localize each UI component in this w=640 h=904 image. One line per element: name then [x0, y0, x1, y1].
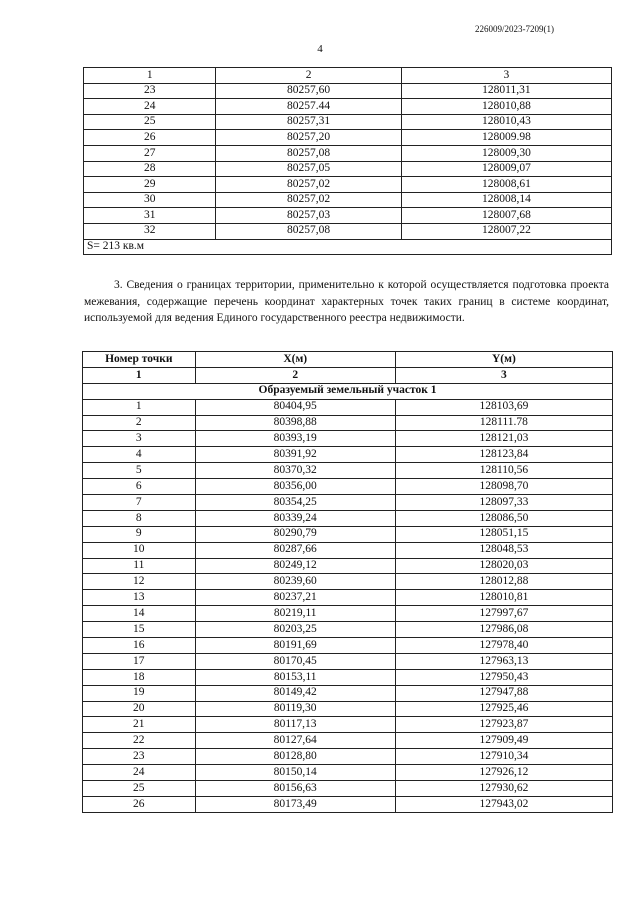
- y-coordinate-cell: 128110,56: [395, 463, 612, 479]
- column-index: 2: [216, 68, 401, 84]
- point-number-cell: 11: [83, 558, 196, 574]
- table-row: [83, 638, 613, 654]
- x-coordinate-cell: 80170,45: [195, 653, 395, 669]
- column-index: 1: [83, 367, 196, 383]
- table-row: [84, 192, 612, 208]
- x-coordinate-cell: 80257.44: [216, 99, 401, 115]
- section-title: Образуемый земельный участок 1: [83, 383, 613, 399]
- y-coordinate-cell: 128009,07: [401, 161, 611, 177]
- y-coordinate-cell: 128009,30: [401, 145, 611, 161]
- y-coordinate-cell: 127930,62: [395, 781, 612, 797]
- y-coordinate-cell: 128121,03: [395, 431, 612, 447]
- table-row: [84, 114, 612, 130]
- point-number-cell: 12: [83, 574, 196, 590]
- x-coordinate-cell: 80257,02: [216, 192, 401, 208]
- point-number-cell: 29: [84, 177, 216, 193]
- point-number-cell: 32: [84, 223, 216, 239]
- table-row: [84, 130, 612, 146]
- column-index: 1: [84, 68, 216, 84]
- y-coordinate-cell: 127926,12: [395, 765, 612, 781]
- table-header-row: [83, 352, 613, 368]
- table-row: [83, 463, 613, 479]
- table-row: [83, 781, 613, 797]
- x-coordinate-cell: 80257,08: [216, 223, 401, 239]
- x-coordinate-cell: 80354,25: [195, 495, 395, 511]
- x-coordinate-cell: 80257,20: [216, 130, 401, 146]
- x-coordinate-cell: 80237,21: [195, 590, 395, 606]
- point-number-cell: 4: [83, 447, 196, 463]
- y-coordinate-cell: 127997,67: [395, 606, 612, 622]
- y-coordinate-cell: 128008,14: [401, 192, 611, 208]
- y-coordinate-cell: 128007,68: [401, 208, 611, 224]
- x-coordinate-cell: 80249,12: [195, 558, 395, 574]
- x-coordinate-cell: 80173,49: [195, 796, 395, 812]
- y-coordinate-cell: 128011,31: [401, 83, 611, 99]
- table-row: [83, 749, 613, 765]
- point-number-cell: 3: [83, 431, 196, 447]
- point-number-cell: 22: [83, 733, 196, 749]
- x-coordinate-cell: 80257,02: [216, 177, 401, 193]
- table-row: [83, 590, 613, 606]
- x-coordinate-cell: 80257,08: [216, 145, 401, 161]
- x-coordinate-cell: 80191,69: [195, 638, 395, 654]
- x-coordinate-cell: 80150,14: [195, 765, 395, 781]
- x-coordinate-cell: 80239,60: [195, 574, 395, 590]
- x-coordinate-cell: 80290,79: [195, 526, 395, 542]
- point-number-cell: 20: [83, 701, 196, 717]
- column-index: 3: [395, 367, 612, 383]
- y-coordinate-cell: 128051,15: [395, 526, 612, 542]
- x-coordinate-cell: 80128,80: [195, 749, 395, 765]
- y-coordinate-cell: 127923,87: [395, 717, 612, 733]
- y-coordinate-cell: 127943,02: [395, 796, 612, 812]
- x-coordinate-cell: 80257,03: [216, 208, 401, 224]
- y-coordinate-cell: 128048,53: [395, 542, 612, 558]
- point-number-cell: 31: [84, 208, 216, 224]
- x-coordinate-cell: 80370,32: [195, 463, 395, 479]
- y-coordinate-cell: 128012,88: [395, 574, 612, 590]
- table-row: [84, 145, 612, 161]
- y-coordinate-cell: 128009.98: [401, 130, 611, 146]
- x-coordinate-cell: 80149,42: [195, 685, 395, 701]
- y-coordinate-cell: 127925,46: [395, 701, 612, 717]
- table-row: [83, 415, 613, 431]
- section-row: [83, 383, 613, 399]
- column-index: 2: [195, 367, 395, 383]
- point-number-cell: 28: [84, 161, 216, 177]
- x-coordinate-cell: 80119,30: [195, 701, 395, 717]
- header-y: Y(м): [395, 352, 612, 368]
- x-coordinate-cell: 80153,11: [195, 669, 395, 685]
- y-coordinate-cell: 128097,33: [395, 495, 612, 511]
- y-coordinate-cell: 128007,22: [401, 223, 611, 239]
- y-coordinate-cell: 128111.78: [395, 415, 612, 431]
- y-coordinate-cell: 127947,88: [395, 685, 612, 701]
- point-number-cell: 19: [83, 685, 196, 701]
- x-coordinate-cell: 80339,24: [195, 510, 395, 526]
- document-id: 226009/2023-7209(1): [475, 24, 554, 34]
- table-row: [83, 669, 613, 685]
- x-coordinate-cell: 80398,88: [195, 415, 395, 431]
- x-coordinate-cell: 80257,31: [216, 114, 401, 130]
- point-number-cell: 2: [83, 415, 196, 431]
- y-coordinate-cell: 128086,50: [395, 510, 612, 526]
- y-coordinate-cell: 128098,70: [395, 479, 612, 495]
- table-row: [83, 701, 613, 717]
- coordinates-table-continued: [83, 67, 612, 255]
- x-coordinate-cell: 80219,11: [195, 606, 395, 622]
- table-row: [83, 574, 613, 590]
- y-coordinate-cell: 128008,61: [401, 177, 611, 193]
- point-number-cell: 10: [83, 542, 196, 558]
- table-row: [83, 622, 613, 638]
- table-row: [83, 526, 613, 542]
- table-row: [84, 161, 612, 177]
- y-coordinate-cell: 127986,08: [395, 622, 612, 638]
- point-number-cell: 23: [84, 83, 216, 99]
- table-index-row: [83, 367, 613, 383]
- point-number-cell: 30: [84, 192, 216, 208]
- table-row: [83, 733, 613, 749]
- x-coordinate-cell: 80127,64: [195, 733, 395, 749]
- header-point-number: Номер точки: [83, 352, 196, 368]
- x-coordinate-cell: 80257,05: [216, 161, 401, 177]
- x-coordinate-cell: 80156,63: [195, 781, 395, 797]
- page-number: 4: [317, 43, 323, 55]
- table-row: [83, 447, 613, 463]
- x-coordinate-cell: 80393,19: [195, 431, 395, 447]
- y-coordinate-cell: 128020,03: [395, 558, 612, 574]
- table-row: [83, 685, 613, 701]
- y-coordinate-cell: 128123,84: [395, 447, 612, 463]
- point-number-cell: 24: [84, 99, 216, 115]
- point-number-cell: 6: [83, 479, 196, 495]
- table-row: [83, 510, 613, 526]
- point-number-cell: 24: [83, 765, 196, 781]
- section-3-paragraph: 3. Сведения о границах территории, применительно к которой осуществляется подготовка проекта межевания, содержащие перечень координат характерных точек таких границ в системе координат, используемой для ведения Единого государственного реестра недвижимости.: [84, 279, 609, 324]
- table-row: [83, 717, 613, 733]
- point-number-cell: 5: [83, 463, 196, 479]
- point-number-cell: 26: [84, 130, 216, 146]
- point-number-cell: 16: [83, 638, 196, 654]
- point-number-cell: 17: [83, 653, 196, 669]
- table-row: [84, 99, 612, 115]
- point-number-cell: 21: [83, 717, 196, 733]
- point-number-cell: 14: [83, 606, 196, 622]
- y-coordinate-cell: 127950,43: [395, 669, 612, 685]
- table-row: [84, 208, 612, 224]
- x-coordinate-cell: 80257,60: [216, 83, 401, 99]
- column-index: 3: [401, 68, 611, 84]
- area-value: S= 213 кв.м: [84, 239, 612, 255]
- x-coordinate-cell: 80404,95: [195, 399, 395, 415]
- point-number-cell: 26: [83, 796, 196, 812]
- point-number-cell: 27: [84, 145, 216, 161]
- table-row: [84, 83, 612, 99]
- table-header-row: [84, 68, 612, 84]
- x-coordinate-cell: 80117,13: [195, 717, 395, 733]
- area-row: [84, 239, 612, 255]
- y-coordinate-cell: 127910,34: [395, 749, 612, 765]
- point-number-cell: 18: [83, 669, 196, 685]
- point-number-cell: 25: [83, 781, 196, 797]
- y-coordinate-cell: 128103,69: [395, 399, 612, 415]
- point-number-cell: 23: [83, 749, 196, 765]
- y-coordinate-cell: 128010,43: [401, 114, 611, 130]
- point-number-cell: 1: [83, 399, 196, 415]
- point-number-cell: 25: [84, 114, 216, 130]
- table-row: [83, 558, 613, 574]
- table-row: [83, 479, 613, 495]
- point-number-cell: 13: [83, 590, 196, 606]
- x-coordinate-cell: 80287,66: [195, 542, 395, 558]
- point-number-cell: 15: [83, 622, 196, 638]
- y-coordinate-cell: 128010,81: [395, 590, 612, 606]
- table-row: [83, 796, 613, 812]
- table-row: [84, 177, 612, 193]
- y-coordinate-cell: 127978,40: [395, 638, 612, 654]
- table-row: [84, 223, 612, 239]
- x-coordinate-cell: 80356,00: [195, 479, 395, 495]
- table-row: [83, 399, 613, 415]
- y-coordinate-cell: 128010,88: [401, 99, 611, 115]
- y-coordinate-cell: 127909,49: [395, 733, 612, 749]
- point-number-cell: 9: [83, 526, 196, 542]
- boundary-coordinates-table: [82, 351, 613, 813]
- x-coordinate-cell: 80203,25: [195, 622, 395, 638]
- table-row: [83, 606, 613, 622]
- table-row: [83, 431, 613, 447]
- header-x: X(м): [195, 352, 395, 368]
- point-number-cell: 7: [83, 495, 196, 511]
- table-row: [83, 495, 613, 511]
- table-row: [83, 542, 613, 558]
- table-row: [83, 653, 613, 669]
- table-row: [83, 765, 613, 781]
- point-number-cell: 8: [83, 510, 196, 526]
- y-coordinate-cell: 127963,13: [395, 653, 612, 669]
- x-coordinate-cell: 80391,92: [195, 447, 395, 463]
